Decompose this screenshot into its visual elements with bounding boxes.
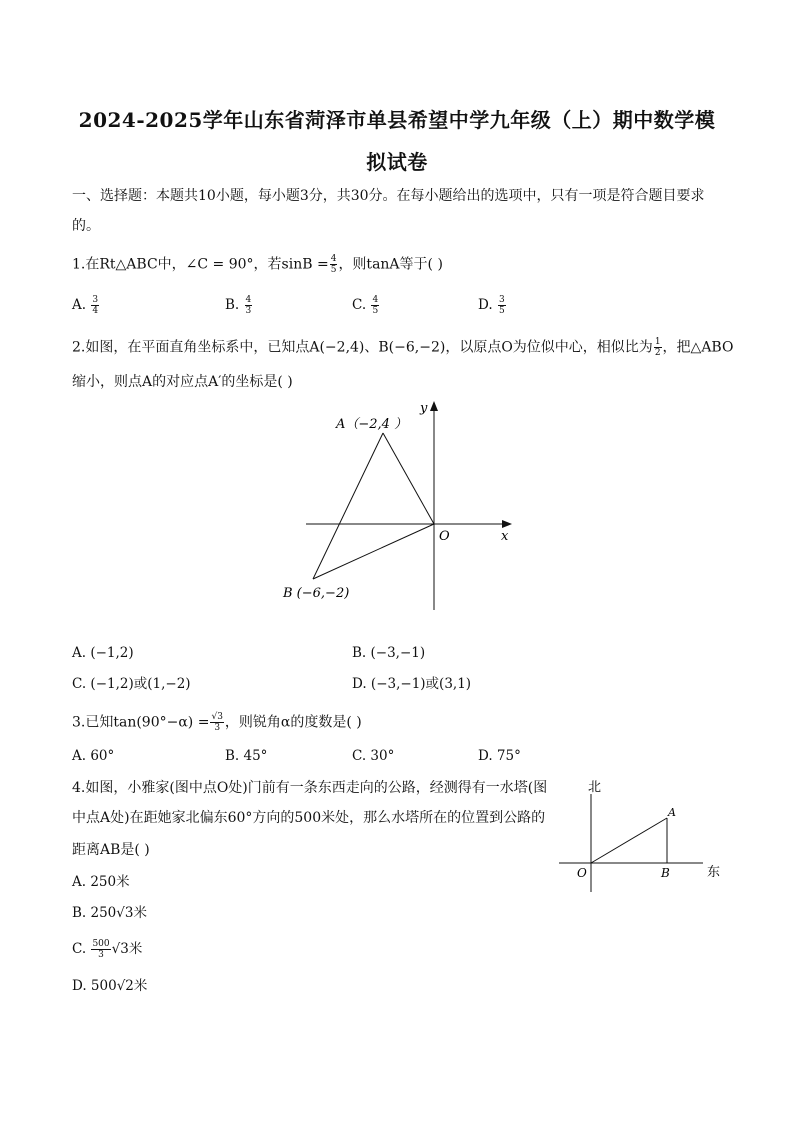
question-2-stem [72, 337, 733, 358]
segment-oa [591, 818, 667, 863]
y-axis-label: y [420, 401, 428, 416]
question-2-stem-text-b: ，把△ABO [662, 339, 734, 356]
question-3-option-c[interactable]: C. 30° [352, 748, 395, 764]
point-a-label: A [668, 806, 676, 819]
fraction-denominator: 3 [214, 723, 221, 733]
question-3-fraction [210, 712, 223, 733]
option-fraction [245, 295, 253, 316]
option-fraction [498, 295, 506, 316]
question-4-option-d[interactable]: D. 500√2米 [72, 978, 148, 994]
option-label: D. [478, 297, 493, 313]
question-3-stem [72, 712, 362, 733]
question-2-stem-text-a: 2.如图，在平面直角坐标系中，已知点A(−2,4)、B(−6,−2)，以原点O为位似中心，相似比为 [72, 339, 653, 356]
y-axis-arrow [430, 401, 438, 411]
question-3-option-b[interactable]: B. 45° [225, 748, 268, 764]
question-1-option-c[interactable] [352, 295, 380, 316]
question-1-stem-text-b: ，则tanA等于( ) [338, 256, 443, 273]
question-4-direction-figure [555, 776, 735, 898]
option-label: C. [72, 941, 87, 957]
x-axis-arrow [502, 520, 512, 528]
fraction-denominator: 3 [98, 950, 104, 960]
option-label: B. [225, 297, 240, 313]
fraction-denominator: 5 [372, 306, 379, 316]
segment-ao [383, 433, 434, 524]
question-2-option-d[interactable]: D. (−3,−1)或(3,1) [352, 676, 472, 692]
fraction-denominator: 4 [92, 306, 99, 316]
question-3-stem-text-a: 3.已知tan(90°−α) = [72, 714, 210, 731]
option-fraction [371, 295, 379, 316]
section-instructions-line-1: 一、选择题：本题共10小题，每小题3分，共30分。在每小题给出的选项中，只有一项是符合题目要求 [72, 188, 705, 204]
question-2-option-b[interactable]: B. (−3,−1) [352, 645, 426, 661]
section-instructions-line-2: 的。 [72, 218, 100, 234]
point-a-label: A（−2,4 ） [336, 417, 408, 432]
option-label: C. [352, 297, 367, 313]
question-2-fraction [654, 337, 662, 358]
question-4-stem-line-3: 距离AB是( ) [72, 842, 150, 858]
question-3-stem-text-b: ，则锐角α的度数是( ) [224, 714, 362, 731]
option-text: √3米 [111, 941, 143, 957]
fraction-numerator: √3 [211, 712, 223, 722]
segment-ab [313, 433, 383, 579]
question-3-option-a[interactable]: A. 60° [72, 748, 115, 764]
fraction-numerator: 4 [245, 295, 252, 305]
exam-title-line-1: 2024-2025学年山东省菏泽市单县希望中学九年级（上）期中数学模 [78, 108, 716, 132]
question-2-option-a[interactable]: A. (−1,2) [72, 645, 134, 661]
question-4-stem-line-2: 中点A处)在距她家北偏东60°方向的500米处，那么水塔所在的位置到公路的 [72, 810, 546, 826]
option-label: A. [72, 297, 87, 313]
fraction-denominator: 2 [654, 348, 661, 358]
question-1-option-a[interactable] [72, 295, 100, 316]
fraction-denominator: 5 [498, 306, 505, 316]
option-fraction [91, 295, 99, 316]
segment-bo [313, 524, 434, 579]
fraction-numerator: 3 [498, 295, 505, 305]
question-2-coordinate-figure [270, 398, 530, 613]
question-1-stem [72, 254, 443, 275]
question-1-option-d[interactable] [478, 295, 507, 316]
question-1-option-b[interactable] [225, 295, 253, 316]
x-axis-label: x [501, 529, 509, 544]
east-label: 东 [707, 865, 721, 880]
option-fraction [91, 939, 110, 960]
fraction-numerator: 3 [92, 295, 99, 305]
fraction-numerator: 4 [330, 254, 337, 264]
fraction-denominator: 5 [330, 265, 337, 275]
question-2-stem-line-2: 缩小，则点A的对应点A′的坐标是( ) [72, 374, 293, 390]
fraction-denominator: 3 [245, 306, 252, 316]
question-1-fraction [330, 254, 338, 275]
question-3-option-d[interactable]: D. 75° [478, 748, 521, 764]
north-label: 北 [588, 780, 602, 795]
origin-label: O [439, 529, 450, 544]
fraction-numerator: 500 [92, 939, 110, 949]
fraction-numerator: 4 [372, 295, 379, 305]
question-2-option-c[interactable]: C. (−1,2)或(1,−2) [72, 676, 191, 692]
exam-title-line-2: 拟试卷 [366, 150, 428, 174]
question-4-option-c[interactable] [72, 939, 142, 960]
question-4-option-a[interactable]: A. 250米 [72, 874, 130, 890]
point-b-label: B (−6,−2) [283, 586, 350, 601]
point-b-label: B [661, 866, 670, 880]
fraction-numerator: 1 [654, 337, 661, 347]
point-o-label: O [577, 866, 587, 880]
question-4-option-b[interactable]: B. 250√3米 [72, 905, 147, 921]
question-4-stem-line-1: 4.如图，小雅家(图中点O处)门前有一条东西走向的公路，经测得有一水塔(图 [72, 780, 548, 796]
question-1-stem-text-a: 1.在Rt△ABC中，∠C = 90°，若sinB = [72, 256, 329, 273]
